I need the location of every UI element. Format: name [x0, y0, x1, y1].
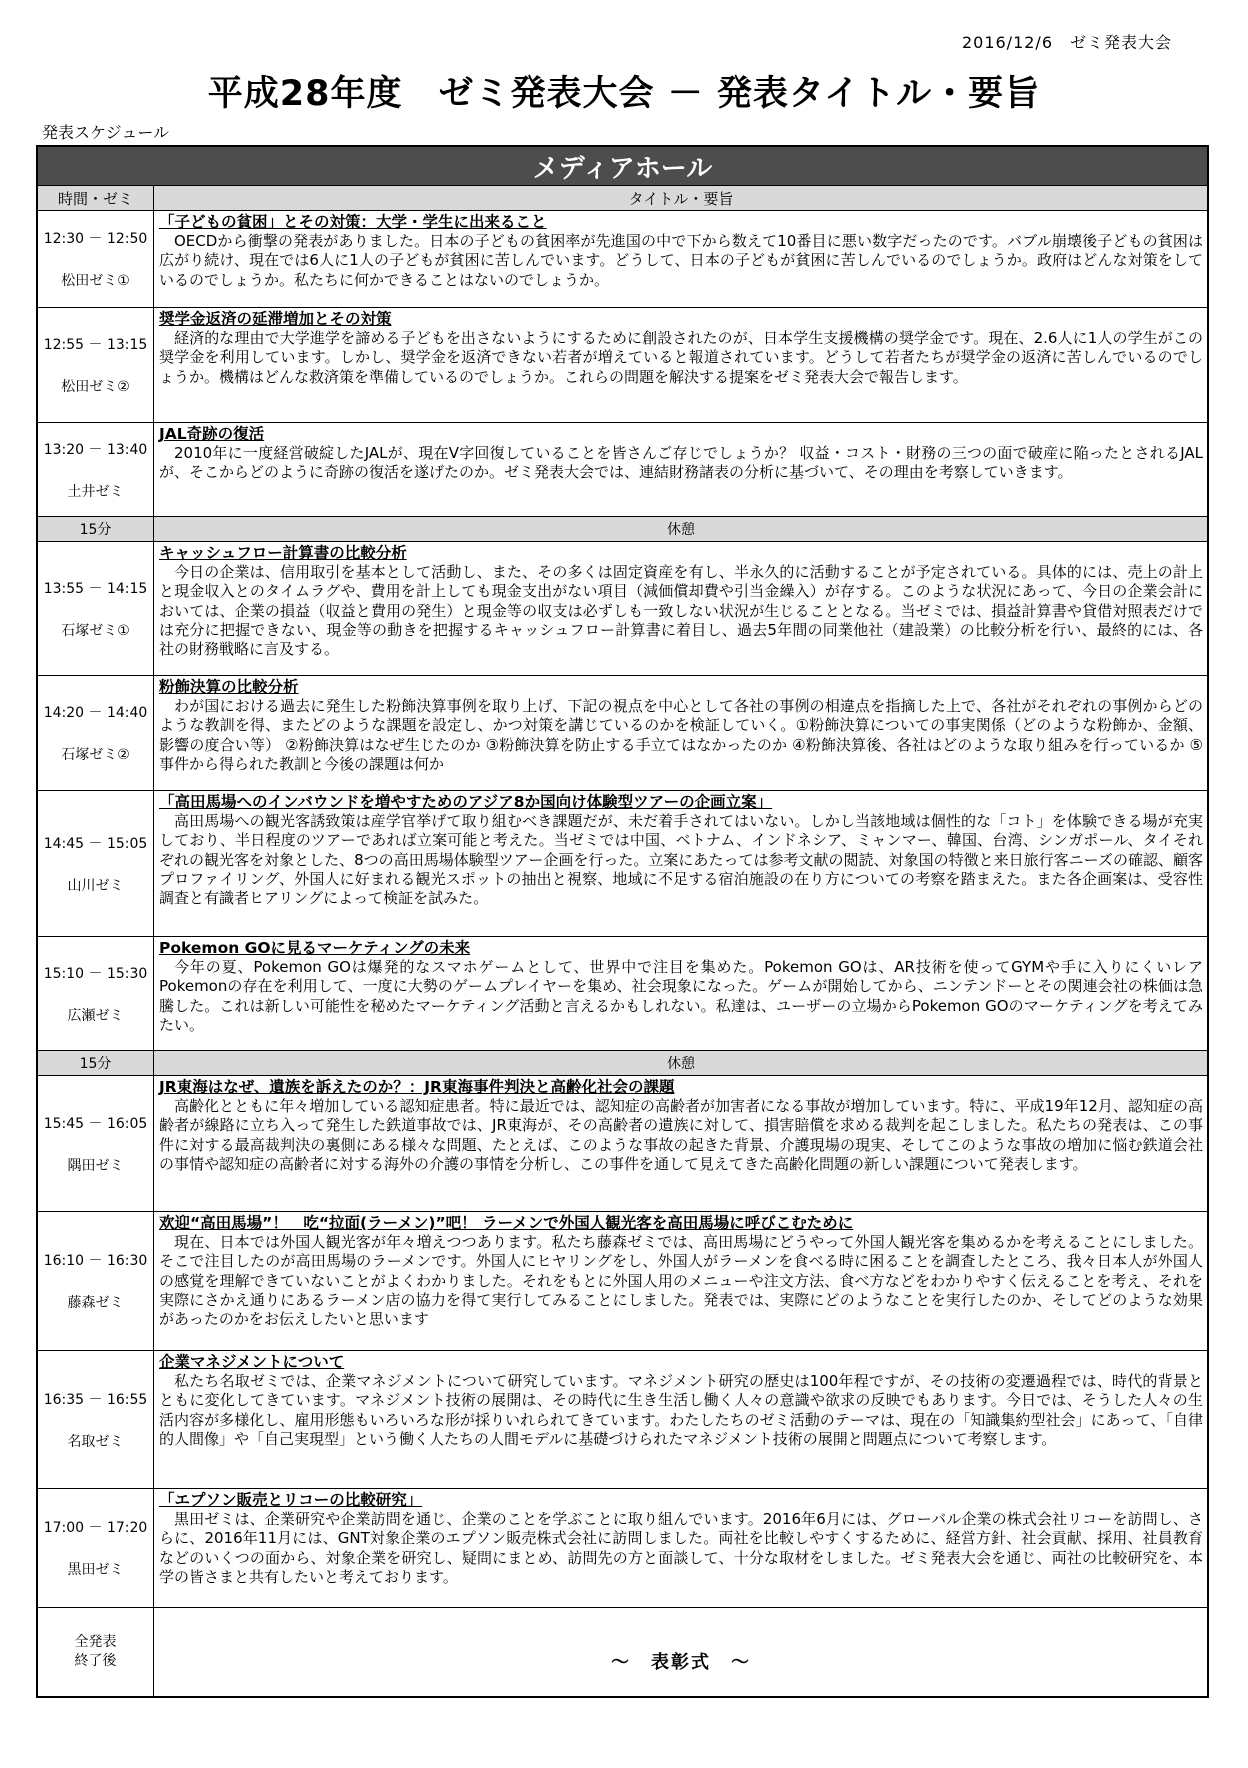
- content-cell: [154, 542, 1207, 675]
- event-date: 2016/12/6 ゼミ発表大会: [961, 33, 1172, 52]
- talk-abstract: 私たち名取ゼミでは、企業マネジメントについて研究しています。マネジメント研究の歴史は100年程ですが、その技術の変遷過程では、時代的背景とともに変化してきています。マネジメント技術の展開は、その時代に生き生活し働く人々の意識や欲求の反映でもあります。今日では、そうした人々の生活内容が多様化し、雇用形態もいろいろな形が採りいれられてきています。わたしたちのゼミ活動のテーマは、現在の「知識集約型社会」にあって、「自律的人間像」や「自己実現型」という働く人たちの人間モデルに基礎づけられたマネジメント技術の展開と問題点について考察します。: [159, 1372, 1203, 1448]
- content-cell: [154, 1351, 1207, 1488]
- seminar-name: 隅田ゼミ: [67, 1157, 124, 1174]
- table-row: [38, 542, 1207, 676]
- content-cell: [154, 211, 1207, 307]
- final-row: [38, 1608, 1207, 1696]
- session-time: 15:45 － 16:05: [43, 1115, 148, 1132]
- break-duration: 15分: [38, 1051, 154, 1075]
- talk-abstract: 高田馬場への観光客誘致策は産学官挙げて取り組むべき課題だが、未だ着手されてはいない。しかし当該地域は個性的な「コト」を体験できる場が充実しており、半日程度のツアーであれば立案可能と考えた。当ゼミでは中国、ベトナム、インドネシア、ミャンマー、韓国、台湾、シンガポール、タイそれぞれの観光客を対象とした、8つの高田馬場体験型ツアー企画を行った。立案にあたっては参考文献の閲読、対象国の特徴と来日旅行客ニーズの確認、顧客プロファイリング、外国人に好まれる観光スポットの抽出と視察、地域に不足する宿泊施設の在り方についての考察を踏まえた。また各企画案は、受容性調査と有識者ヒアリングによって検証を試みた。: [159, 812, 1203, 908]
- time-cell: [38, 676, 154, 790]
- talk-title: キャッシュフロー計算書の比較分析: [159, 544, 407, 562]
- talk-title: 欢迎“高田馬場”！ 吃“拉面(ラーメン)”吧！ ラーメンで外国人観光客を高田馬場に呼びこむために: [159, 1214, 854, 1232]
- session-time: 16:35 － 16:55: [43, 1391, 148, 1408]
- content-cell: [154, 423, 1207, 516]
- talk-title: 「子どもの貧困」とその対策：大学・学生に出来ること: [159, 213, 547, 231]
- time-cell: [38, 423, 154, 516]
- break-row: [38, 1051, 1207, 1076]
- time-cell: [38, 211, 154, 307]
- content-cell: [154, 308, 1207, 422]
- schedule-label: 発表スケジュール: [42, 123, 170, 142]
- table-row: [38, 308, 1207, 423]
- final-time-line1: 全発表: [74, 1634, 117, 1650]
- content-cell: [154, 1489, 1207, 1607]
- seminar-name: 広瀬ゼミ: [67, 1007, 124, 1024]
- content-cell: [154, 791, 1207, 936]
- talk-abstract: 高齢化とともに年々増加している認知症患者。特に最近では、認知症の高齢者が加害者になる事故が増加しています。特に、平成19年12月、認知症の高齢者が線路に立ち入って発生した鉄道事故では、JR東海が、その高齢者の遺族に対して、損害賠償を求める裁判を起こしました。私たちの発表は、この事件に対する最高裁判決の裏側にある様々な問題、たとえば、このような事故の起きた背景、介護現場の現実、そしてこのような事故の増加に悩む鉄道会社の事情や認知症の高齢者に対する海外の介護の事情を分析し、この事件を通して見えてきた高齢化問題の新しい課題について発表します。: [159, 1097, 1203, 1173]
- talk-abstract: 黒田ゼミは、企業研究や企業訪問を通じ、企業のことを学ぶことに取り組んでいます。2016年6月には、グローバル企業の株式会社リコーを訪問し、さらに、2016年11月には、GNT対象企業のエプソン販売株式会社に訪問しました。両社を比較しやすくするために、経営方針、社会貢献、採用、社員教育などのいくつの面から、対象企業を研究し、疑問にまとめ、訪問先の方と面談して、十分な取材をしました。ゼミ発表大会を通じ、両社の比較研究を、本学の皆さまと共有したいと考えております。: [159, 1510, 1203, 1586]
- content-cell: [154, 937, 1207, 1050]
- session-time: 17:00 － 17:20: [43, 1520, 148, 1536]
- time-cell: [38, 1489, 154, 1607]
- talk-title: 奨学金返済の延滞増加とその対策: [159, 310, 392, 328]
- session-time: 14:20 － 14:40: [43, 705, 148, 721]
- talk-title: 粉飾決算の比較分析: [159, 678, 299, 696]
- table-row: [38, 423, 1207, 517]
- final-time-line2: 終了後: [74, 1653, 117, 1669]
- header-time-zemi: 時間・ゼミ: [38, 186, 154, 210]
- session-time: 15:10 － 15:30: [43, 965, 148, 982]
- break-row: [38, 517, 1207, 542]
- talk-abstract: わが国における過去に発生した粉飾決算事例を取り上げ、下記の視点を中心として各社の事例の相違点を指摘した上で、各社がそれぞれの事例からどのような教訓を得、またどのような課題を設定し、かつ対策を講じているのかを検証していく。①粉飾決算についての事実関係（どのような粉飾か、金額、影響の度合い等） ②粉飾決算はなぜ生じたのか ③粉飾決算を防止する手立てはなかったのか ④粉飾決算後、各社はどのような取り組みを行っているか ⑤事件から得られた教訓と今後の課題は何か: [159, 697, 1203, 773]
- content-cell: [154, 1212, 1207, 1350]
- table-row: [38, 1076, 1207, 1212]
- time-cell: [38, 937, 154, 1050]
- talk-title: JR東海はなぜ、遺族を訴えたのか？：JR東海事件判決と高齢化社会の課題: [159, 1078, 675, 1096]
- document-title: 平成28年度 ゼミ発表大会 － 発表タイトル・要旨: [207, 74, 1041, 114]
- seminar-name: 石塚ゼミ②: [61, 747, 130, 763]
- header-title-abstract: タイトル・要旨: [628, 189, 734, 208]
- table-row: [38, 937, 1207, 1051]
- time-cell: [38, 791, 154, 936]
- content-cell: [154, 676, 1207, 790]
- seminar-name: 松田ゼミ②: [61, 379, 130, 395]
- talk-title: 企業マネジメントについて: [159, 1353, 345, 1371]
- award-ceremony: ～ 表彰式 ～: [611, 1652, 751, 1673]
- talk-title: 「高田馬場へのインバウンドを増やすためのアジア8か国向け体験型ツアーの企画立案」: [159, 793, 773, 811]
- table-row: [38, 1489, 1207, 1608]
- hall-name: メディアホール: [38, 147, 1207, 186]
- table-row: [38, 211, 1207, 308]
- time-cell: [38, 1212, 154, 1350]
- time-cell: [38, 542, 154, 675]
- seminar-name: 石塚ゼミ①: [61, 622, 130, 639]
- table-row: [38, 676, 1207, 791]
- session-time: 12:55 － 13:15: [43, 337, 148, 353]
- table-row: [38, 791, 1207, 937]
- session-time: 12:30 － 12:50: [43, 231, 148, 247]
- seminar-name: 藤森ゼミ: [67, 1295, 124, 1311]
- seminar-name: 松田ゼミ①: [61, 273, 130, 289]
- talk-abstract: 経済的な理由で大学進学を諦める子どもを出さないようにするために創設されたのが、日本学生支援機構の奨学金です。現在、2.6人に1人の学生がこの奨学金を利用しています。しかし、奨学金を返済できない若者が増えていると報道されています。どうして若者たちが奨学金の返済に苦しんでいるのでしょうか。機構はどんな救済策を準備しているのでしょうか。これらの問題を解決する提案をゼミ発表大会で報告します。: [159, 329, 1203, 386]
- session-time: 14:45 － 15:05: [43, 835, 148, 852]
- table-header-row: [38, 186, 1207, 211]
- talk-abstract: 今年の夏、Pokemon GOは爆発的なスマホゲームとして、世界中で注目を集めた。Pokemon GOは、AR技術を使ってGYMや手に入りにくいレアPokemonの存在を利用して、一度に大勢のゲームプレイヤーを集め、社会現象になった。ゲームが開始してから、ニンテンドーとその関連会社の株価は急騰した。これは新しい可能性を秘めたマーケティング活動と言えるかもしれない。私達は、ユーザーの立場からPokemon GOのマーケティングを考えてみたい。: [159, 958, 1203, 1034]
- seminar-name: 黒田ゼミ: [67, 1562, 124, 1578]
- time-cell: [38, 1076, 154, 1211]
- session-time: 16:10 － 16:30: [43, 1253, 148, 1269]
- seminar-name: 土井ゼミ: [67, 483, 124, 500]
- seminar-name: 山川ゼミ: [67, 877, 124, 894]
- break-label: 休憩: [667, 522, 695, 538]
- talk-title: 「エプソン販売とリコーの比較研究」: [159, 1491, 423, 1509]
- talk-abstract: 今日の企業は、信用取引を基本として活動し、また、その多くは固定資産を有し、半永久的に活動することが予定されている。具体的には、売上の計上と現金収入とのタイムラグや、費用を計上しても現金支出がない項目（減価償却費や引当金繰入）が存する。このような状況にあって、今日の企業会計においては、企業の損益（収益と費用の発生）と現金等の収支は必ずしも一致しない状況が生じることとなる。当ゼミでは、損益計算書や貸借対照表だけでは充分に把握できない、現金等の動きを把握するキャッシュフロー計算書に着目し、過去5年間の同業他社（建設業）の比較分析を行い、最終的には、各社の財務戦略に言及する。: [159, 563, 1203, 659]
- talk-abstract: OECDから衝撃の発表がありました。日本の子どもの貧困率が先進国の中で下から数えて10番目に悪い数字だったのです。バブル崩壊後子どもの貧困は広がり続け、現在では6人に1人の子どもが貧困に苦しんでいます。どうして、日本の子どもが貧困に苦しんでいるのでしょうか。政府はどんな対策をしているのでしょうか。私たちに何かできることはないのでしょうか。: [159, 232, 1203, 289]
- table-row: [38, 1351, 1207, 1489]
- talk-title: JAL奇跡の復活: [159, 425, 265, 443]
- final-time-cell: [38, 1608, 154, 1696]
- talk-abstract: 現在、日本では外国人観光客が年々増えつつあります。私たち藤森ゼミでは、高田馬場にどうやって外国人観光客を集めるかを考えることにしました。そこで注目したのが高田馬場のラーメンです。外国人にヒヤリングをし、外国人がラーメンを食べる時に困ることを調査したところ、我々日本人が外国人の感覚を理解できていないことがよくわかりました。それをもとに外国人用のメニューや注文方法、食べ方などをわかりやすく伝えることを考え、それを実際にさかえ通りにあるラーメン店の協力を得て実行してみることにしました。発表では、実際にどのようなことを実行したのか、そしてどのような効果があったのかをお伝えしたいと思います: [159, 1233, 1203, 1329]
- session-time: 13:55 － 14:15: [43, 580, 148, 597]
- schedule-table: [36, 145, 1209, 1698]
- time-cell: [38, 308, 154, 422]
- break-duration: 15分: [38, 517, 154, 541]
- time-cell: [38, 1351, 154, 1488]
- talk-abstract: 2010年に一度経営破綻したJALが、現在V字回復していることを皆さんご存じでしょうか？ 収益・コスト・財務の三つの面で破産に陥ったとされるJALが、そこからどのように奇跡の復活を遂げたのか。ゼミ発表大会では、連結財務諸表の分析に基づいて、その理由を考察していきます。: [159, 444, 1203, 482]
- table-row: [38, 1212, 1207, 1351]
- session-time: 13:20 － 13:40: [43, 441, 148, 458]
- break-label: 休憩: [667, 1056, 695, 1072]
- talk-title: Pokemon GOに見るマーケティングの未来: [159, 939, 471, 957]
- seminar-name: 名取ゼミ: [67, 1433, 124, 1450]
- content-cell: [154, 1076, 1207, 1211]
